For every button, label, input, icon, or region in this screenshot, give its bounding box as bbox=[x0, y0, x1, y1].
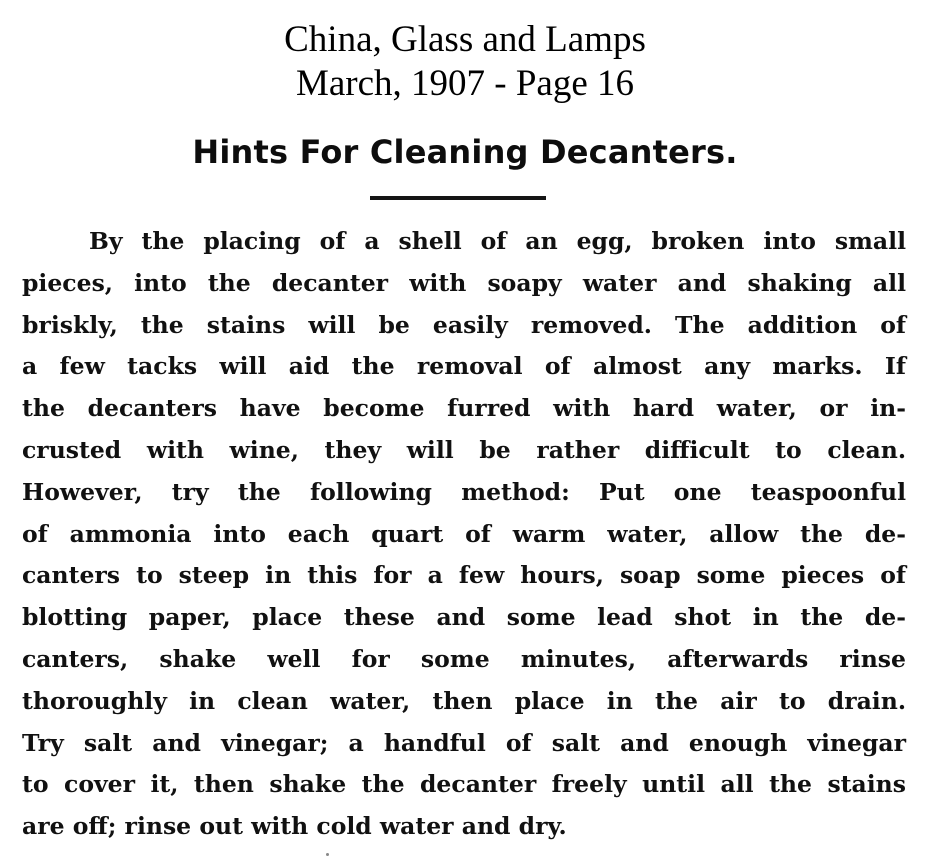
publication-header bbox=[0, 18, 930, 106]
body-line: to cover it, then shake the decanter freely until all the stains bbox=[22, 770, 906, 799]
article-body bbox=[22, 221, 906, 848]
body-line: briskly, the stains will be easily removed. The addition of bbox=[22, 310, 906, 339]
body-line: are off; rinse out with cold water and dry. bbox=[22, 812, 567, 841]
title-divider bbox=[370, 196, 546, 200]
body-line: canters, shake well for some minutes, afterwards rinse bbox=[22, 644, 906, 673]
body-line: pieces, into the decanter with soapy water and shaking all bbox=[22, 268, 906, 297]
publication-title: China, Glass and Lamps bbox=[284, 19, 646, 60]
body-line: Try salt and vinegar; a handful of salt and enough vinegar bbox=[22, 728, 906, 757]
body-line: By the placing of a shell of an egg, broken into small bbox=[89, 227, 906, 255]
body-line: crusted with wine, they will be rather difficult to clean. bbox=[22, 435, 906, 464]
body-line: canters to steep in this for a few hours, soap some pieces of bbox=[22, 561, 906, 590]
body-line: thoroughly in clean water, then place in the air to drain. bbox=[22, 686, 906, 715]
publication-date-page: March, 1907 - Page 16 bbox=[295, 63, 635, 104]
body-line: the decanters have become furred with hard water, or in- bbox=[22, 394, 906, 423]
body-line: However, try the following method: Put one teaspoonful bbox=[22, 477, 906, 506]
print-speck bbox=[326, 853, 329, 856]
body-line: of ammonia into each quart of warm water, allow the de- bbox=[22, 519, 906, 548]
body-line: blotting paper, place these and some lead shot in the de- bbox=[22, 603, 906, 632]
article-title: Hints For Cleaning Decanters. bbox=[192, 133, 738, 171]
body-line: a few tacks will aid the removal of almost any marks. If bbox=[22, 352, 906, 381]
